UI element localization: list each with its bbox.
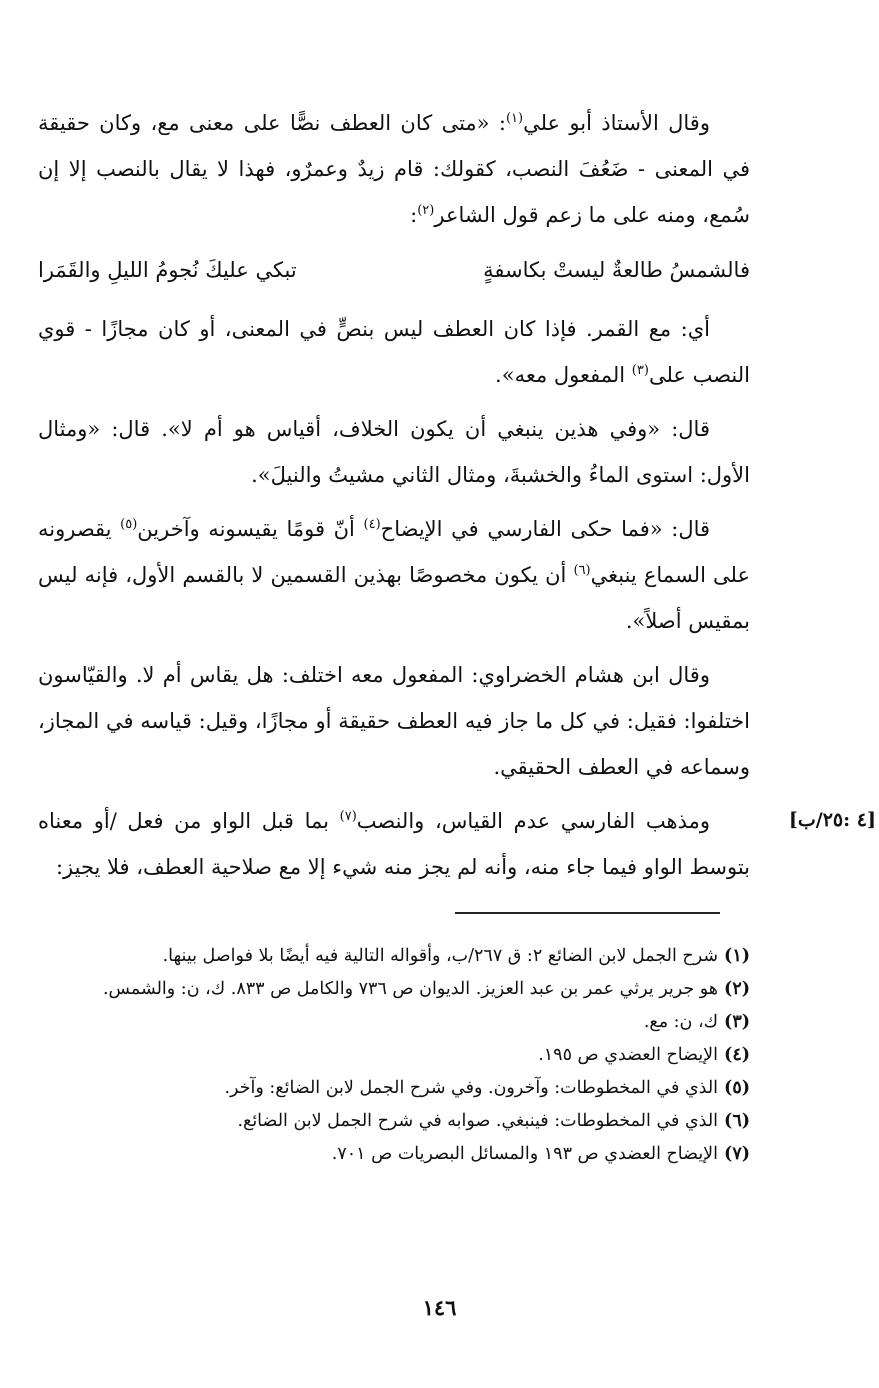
- footnote-number: (٦): [724, 1111, 750, 1131]
- paragraph-text: ومذهب الفارسي عدم القياس، والنصب: [356, 809, 710, 833]
- verse-first-hemistich: فالشمسُ طالعةٌ ليستْ بكاسفةٍ: [483, 258, 750, 282]
- footnote-text: هو جرير يرثي عمر بن عبد العزيز. الديوان ص ٧٣٦ والكامل ص ٨٣٣. ك، ن: والشمس.: [102, 979, 719, 999]
- footnote-ref[interactable]: (٦): [573, 563, 591, 578]
- footnote-number: (٢): [724, 979, 750, 999]
- footnote-ref[interactable]: (١): [505, 111, 524, 126]
- footnote-text: الإيضاح العضدي ص ١٩٣ والمسائل البصريات ص ٧٠١.: [331, 1144, 719, 1164]
- page-number: ١٤٦: [422, 1295, 457, 1320]
- paragraph-text: أي: مع القمر. فإذا كان العطف ليس بنصٍّ في المعنى، أو كان مجازًا - قوي النصب على: [38, 317, 750, 387]
- footnote-ref[interactable]: (٥): [120, 517, 138, 532]
- footnote-separator: [455, 912, 720, 914]
- paragraph-text: وقال الأستاذ أبو علي: [523, 111, 710, 135]
- footnote-3: [38, 1006, 750, 1039]
- paragraph-6: [38, 798, 750, 890]
- main-text: [38, 100, 750, 898]
- paragraph-text: وقال ابن هشام الخضراوي: المفعول معه اختلف: هل يقاس أم لا. والقيّاسون اختلفوا: فقيل: في كل ما جاز فيه العطف حقيقة أو مجازًا، وقيل: قياسه في المجاز، وسماعه في العطف الحقيقي.: [38, 663, 750, 779]
- footnote-text: الذي في المخطوطات: وآخرون. وفي شرح الجمل لابن الضائع: وآخر.: [224, 1078, 719, 1098]
- footnote-number: (٥): [724, 1078, 750, 1098]
- paragraph-2: [38, 306, 750, 398]
- footnote-ref[interactable]: (٧): [339, 809, 357, 824]
- paragraph-text: المفعول معه».: [495, 363, 632, 387]
- paragraph-3: [38, 406, 750, 498]
- paragraph-text: :: [410, 203, 418, 227]
- poetry-verse: [38, 246, 750, 294]
- manuscript-folio-marker: [٤ :٢٥/ب]: [788, 809, 876, 831]
- footnote-7: [38, 1138, 750, 1171]
- footnote-5: [38, 1072, 750, 1105]
- paragraph-text: يقصرونه على السماع ينبغي: [38, 517, 750, 587]
- footnote-ref[interactable]: (٢): [417, 203, 435, 218]
- paragraph-text: قال: «وفي هذين ينبغي أن يكون الخلاف، أقياس هو أم لا». قال: «ومثال الأول: استوى الماءُ والخشبةَ، ومثال الثاني مشيتُ والنيلَ».: [38, 417, 750, 487]
- verse-second-hemistich: تبكي عليكَ نُجومُ الليلِ والقَمَرا: [38, 258, 297, 282]
- footnote-4: [38, 1039, 750, 1072]
- footnote-number: (٣): [724, 1012, 750, 1032]
- footnote-2: [38, 973, 750, 1006]
- paragraph-text: قال: «فما حكى الفارسي في الإيضاح: [380, 517, 711, 541]
- footnote-number: (١): [724, 946, 750, 966]
- footnote-text: شرح الجمل لابن الضائع ٢: ق ٢٦٧/ب، وأقواله التالية فيه أيضًا بلا فواصل بينها.: [162, 946, 719, 966]
- footnote-number: (٧): [724, 1144, 750, 1164]
- footnotes-section: [38, 940, 750, 1171]
- paragraph-text: بما قبل الواو من فعل /أو معناه بتوسط الواو فيما جاء منه، وأنه لم يجز منه شيء إلا مع صلاحية العطف، فلا يجيز:: [38, 809, 750, 879]
- paragraph-text: أن يكون مخصوصًا بهذين القسمين لا بالقسم الأول، فإنه ليس بمقيس أصلاً».: [38, 563, 750, 633]
- footnote-ref[interactable]: (٤): [363, 517, 381, 532]
- footnote-text: الذي في المخطوطات: فينبغي. صوابه في شرح الجمل لابن الضائع.: [237, 1111, 719, 1131]
- paragraph-text: أنّ قومًا يقيسونه وآخرين: [137, 517, 364, 541]
- footnote-6: [38, 1105, 750, 1138]
- paragraph-4: [38, 506, 750, 644]
- paragraph-1: [38, 100, 750, 238]
- paragraph-text: : «متى كان العطف نصًّا على معنى مع، وكان حقيقة في المعنى - ضَعُفَ النصب، كقولك: قام زيدٌ وعمرٌو، فهذا لا يقال بالنصب إلا إن سُمع، ومنه على ما زعم قول الشاعر: [38, 111, 750, 227]
- footnote-number: (٤): [724, 1045, 750, 1065]
- footnote-1: [38, 940, 750, 973]
- footnote-text: الإيضاح العضدي ص ١٩٥.: [538, 1045, 719, 1065]
- footnote-text: ك، ن: مع.: [643, 1012, 719, 1032]
- paragraph-5: [38, 652, 750, 790]
- footnote-ref[interactable]: (٣): [631, 363, 649, 378]
